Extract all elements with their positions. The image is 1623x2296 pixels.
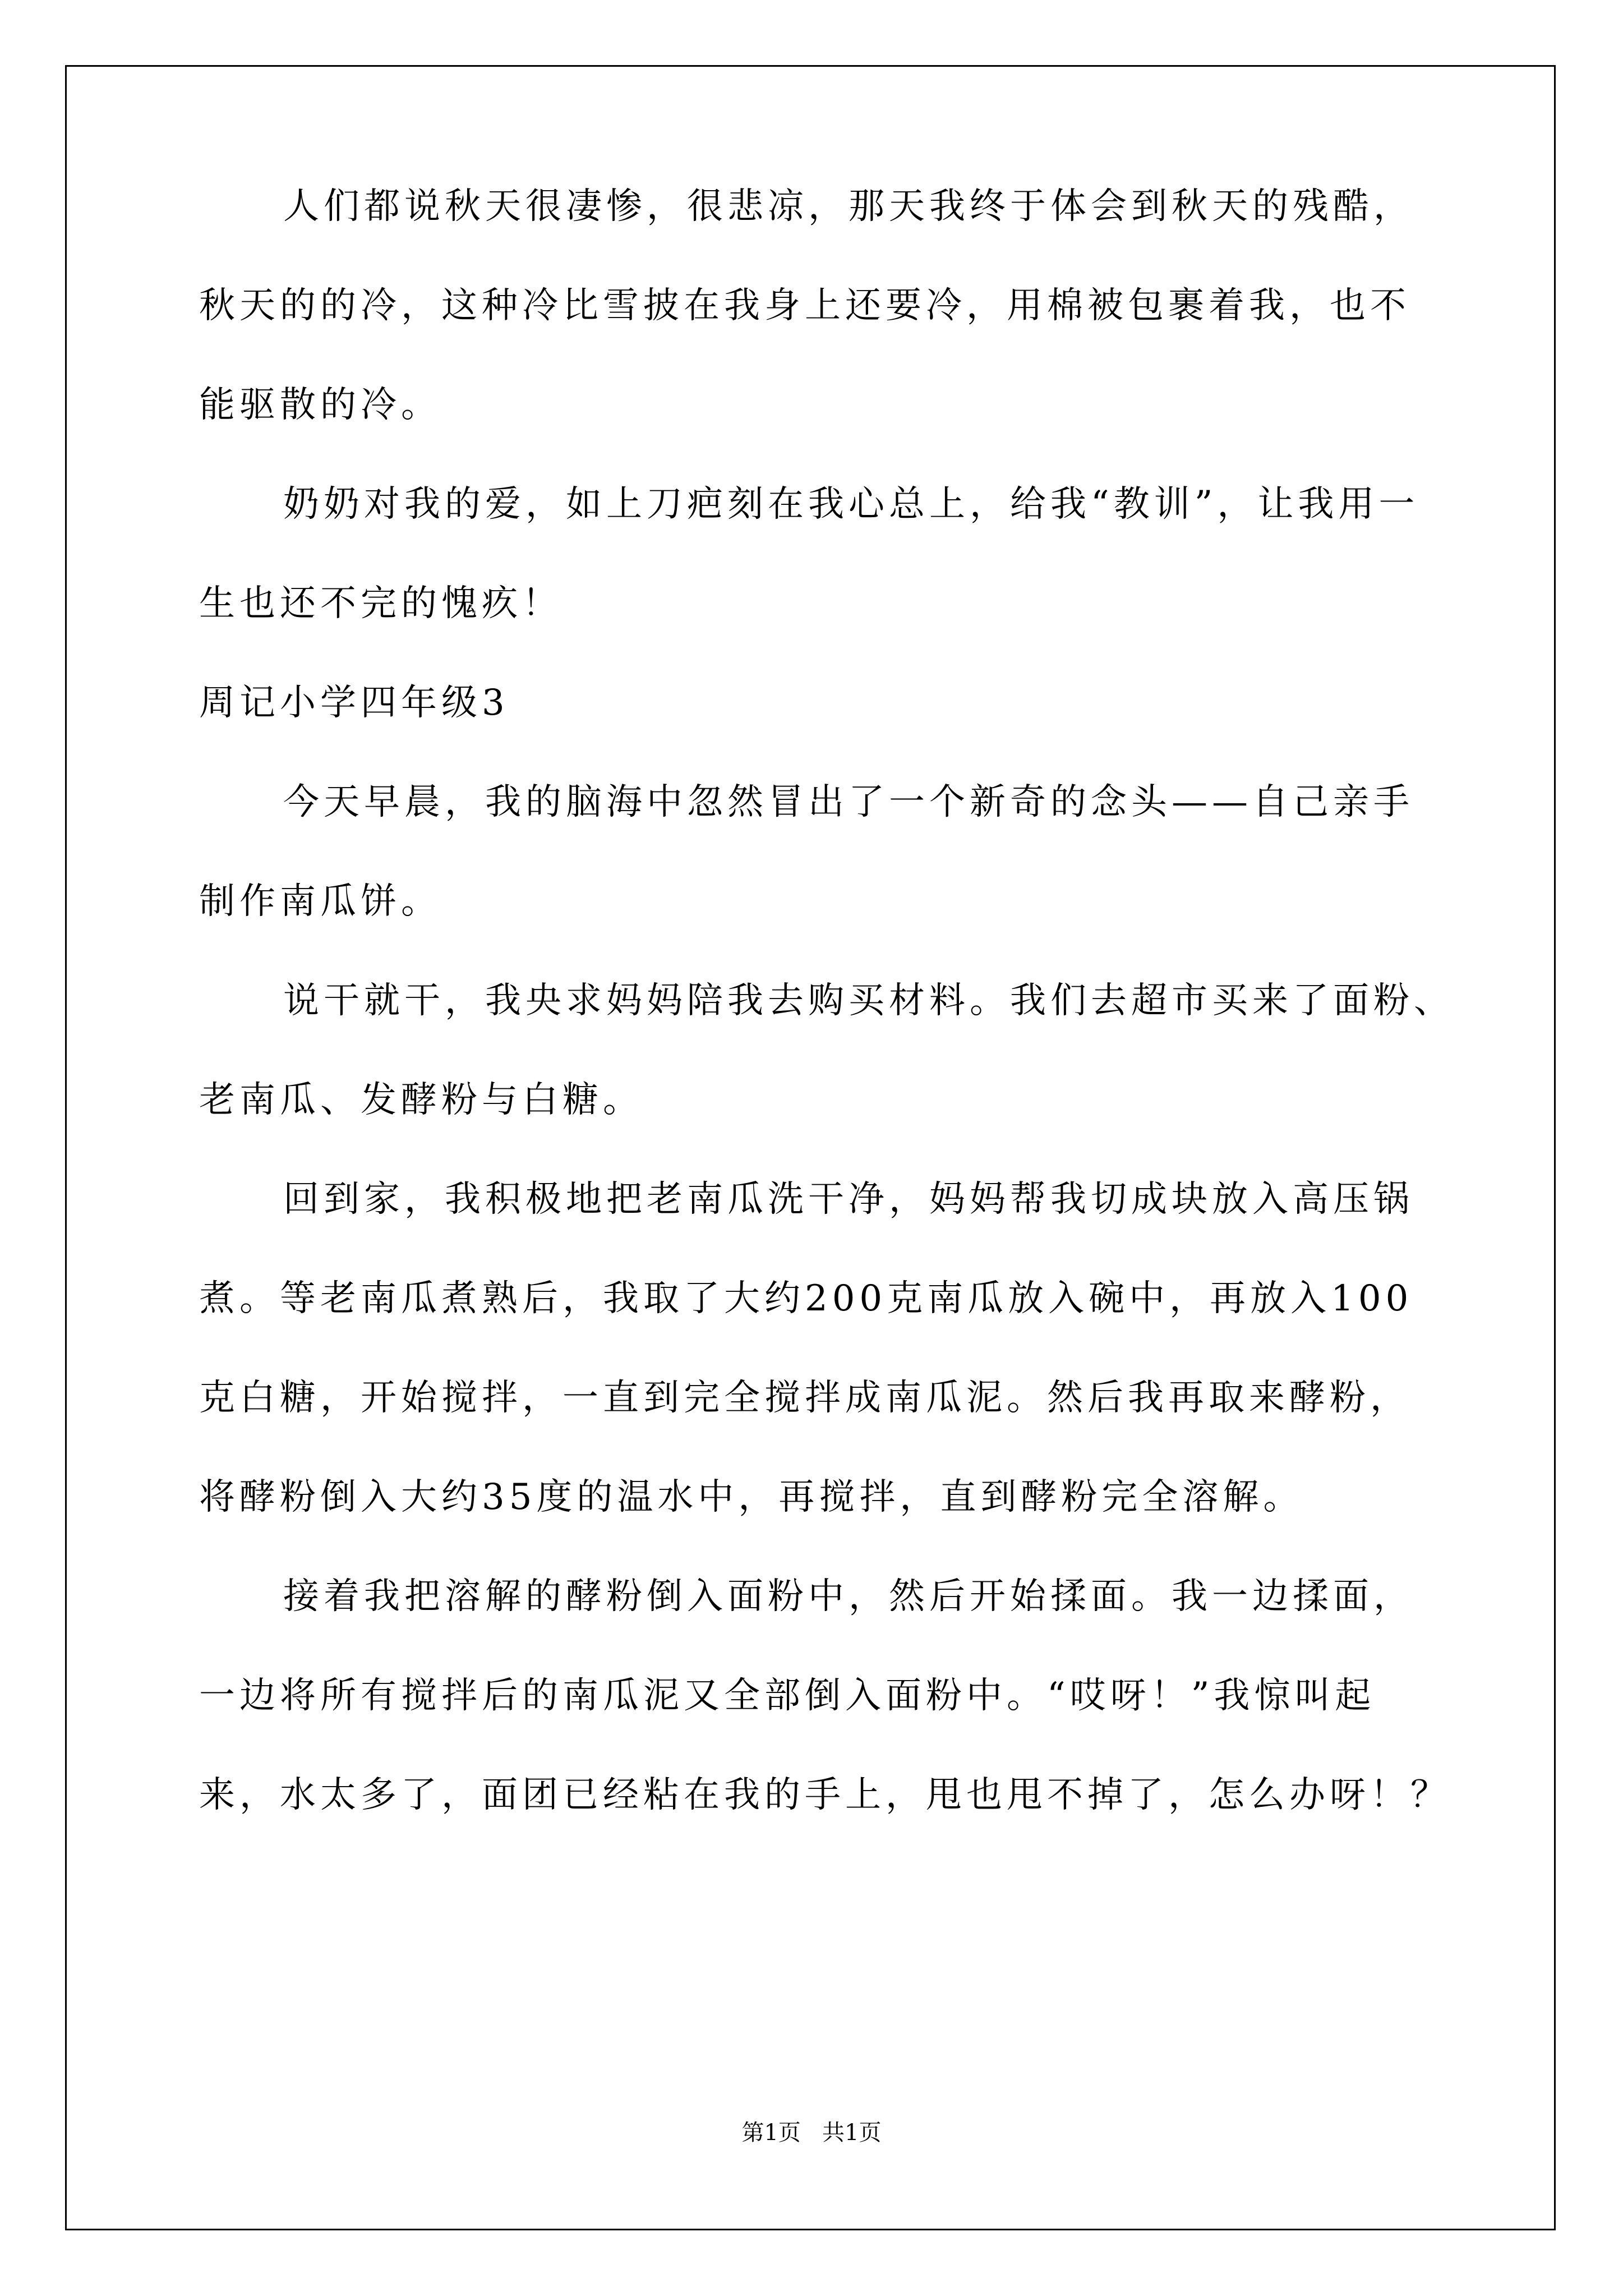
text-line: 一边将所有搅拌后的南瓜泥又全部倒入面粉中。“哎呀！”我惊叫起 — [199, 1675, 1376, 1717]
section-heading: 周记小学四年级3 — [199, 682, 509, 724]
text-line: 将酵粉倒入大约35度的温水中，再搅拌，直到酵粉完全溶解。 — [199, 1476, 1304, 1518]
text-line: 说干就干，我央求妈妈陪我去购买材料。我们去超市买来了面粉、 — [283, 980, 1454, 1022]
text-line: 接着我把溶解的酵粉倒入面粉中，然后开始揉面。我一边揉面， — [283, 1576, 1414, 1617]
text-line: 人们都说秋天很凄惨，很悲凉，那天我终于体会到秋天的残酷， — [283, 186, 1414, 227]
text-line: 来，水太多了，面团已经粘在我的手上，甩也甩不掉了，怎么办呀！？ — [199, 1774, 1451, 1816]
text-line: 回到家，我积极地把老南瓜洗干净，妈妈帮我切成块放入高压锅 — [283, 1179, 1414, 1220]
text-line: 能驱散的冷。 — [199, 384, 441, 426]
text-line: 制作南瓜饼。 — [199, 881, 441, 922]
page-footer: 第1页 共1页 — [741, 2120, 882, 2146]
text-line: 今天早晨，我的脑海中忽然冒出了一个新奇的念头——自己亲手 — [283, 781, 1414, 823]
text-line: 克白糖，开始搅拌，一直到完全搅拌成南瓜泥。然后我再取来酵粉， — [199, 1377, 1410, 1419]
text-line: 煮。等老南瓜煮熟后，我取了大约200克南瓜放入碗中，再放入100 — [199, 1278, 1413, 1319]
document-body — [199, 185, 1455, 1873]
text-line: 老南瓜、发酵粉与白糖。 — [199, 1079, 643, 1121]
text-line: 秋天的的冷，这种冷比雪披在我身上还要冷，用棉被包裹着我，也不 — [199, 285, 1410, 326]
text-line: 奶奶对我的爱，如上刀疤刻在我心总上，给我“教训”，让我用一 — [283, 484, 1419, 525]
text-line: 生也还不完的愧疚！ — [199, 583, 562, 624]
